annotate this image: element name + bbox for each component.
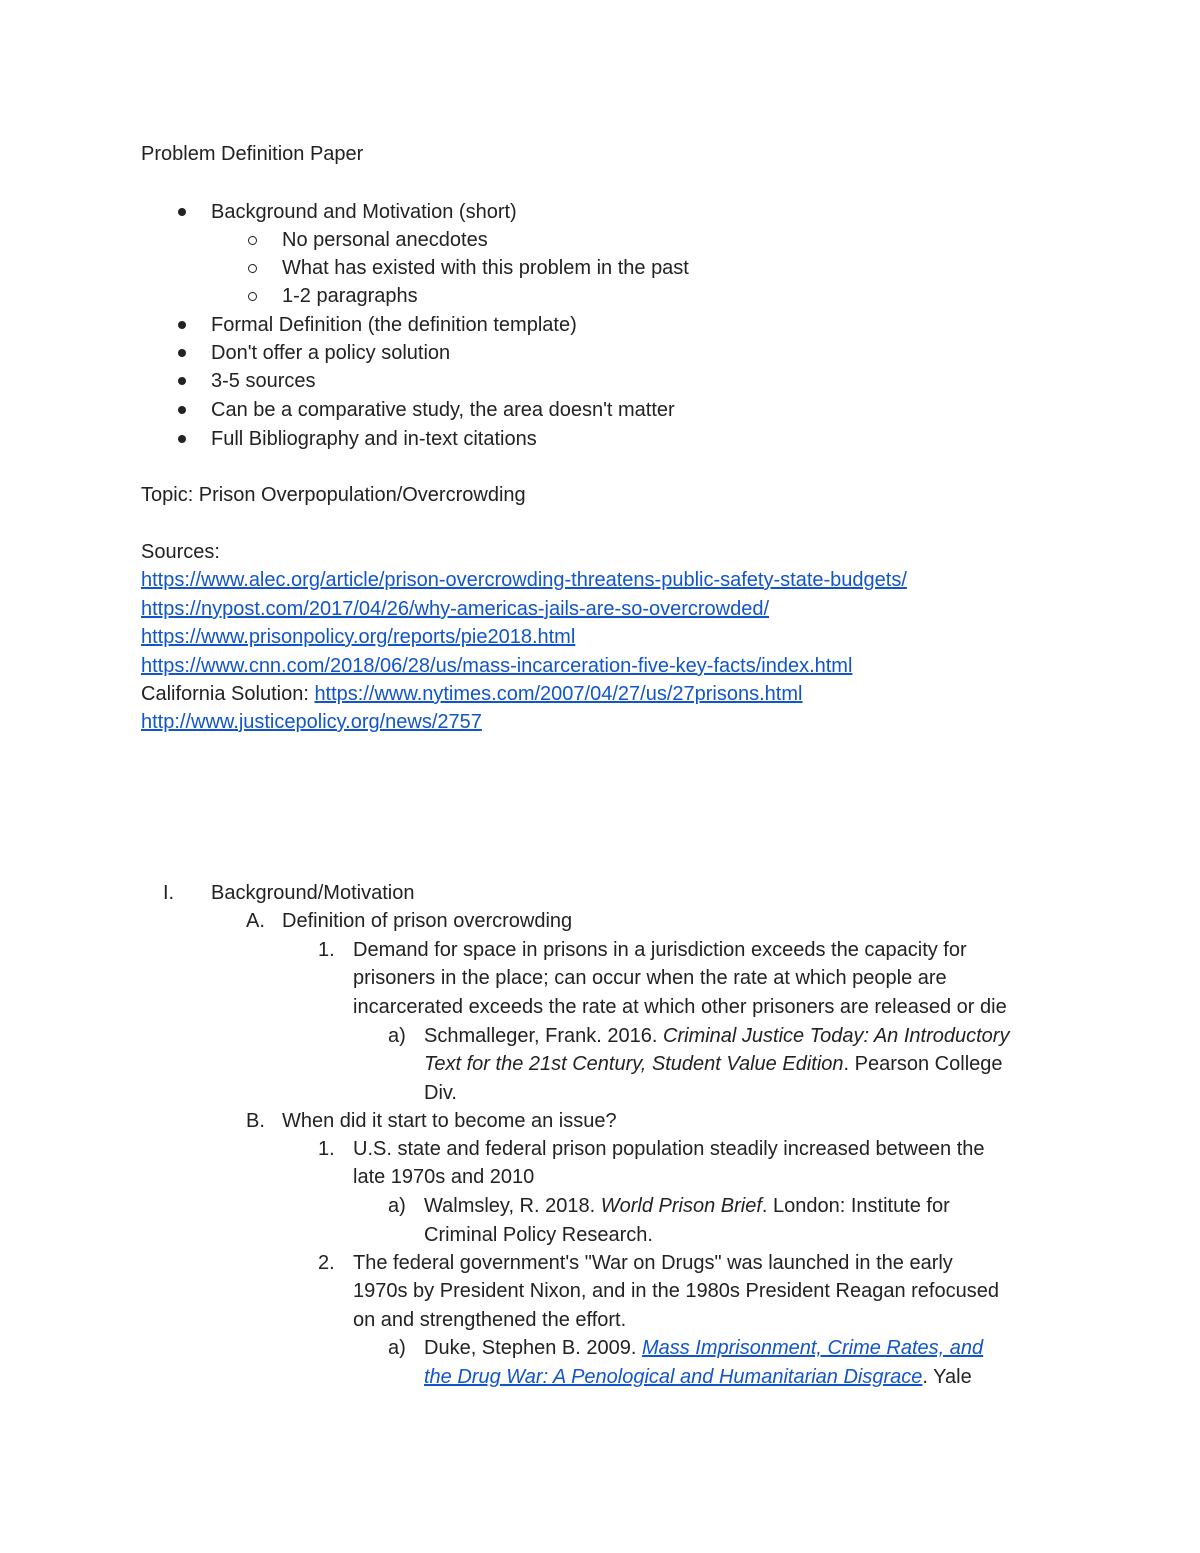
- outline-text: Demand for space in prisons in a jurisdiction exceeds the capacity for: [353, 939, 967, 961]
- citation-text: Div.: [424, 1082, 457, 1104]
- bullet-icon: [178, 321, 186, 329]
- list-item: 1-2 paragraphs: [282, 285, 418, 307]
- outline-marker: 1.: [318, 1138, 335, 1160]
- outline-marker: a): [388, 1025, 406, 1047]
- outline-marker: a): [388, 1195, 406, 1217]
- citation-link-text: Mass Imprisonment, Crime Rates, and: [641, 1337, 984, 1359]
- outline-item: Definition of prison overcrowding: [282, 910, 573, 932]
- list-item: Can be a comparative study, the area doesn't matter: [211, 399, 675, 421]
- citation-text: [424, 1022, 1009, 1050]
- source-link[interactable]: https://www.prisonpolicy.org/reports/pie2018.html: [141, 626, 576, 648]
- list-item: Don't offer a policy solution: [211, 342, 451, 364]
- list-item: What has existed with this problem in the past: [282, 257, 689, 279]
- list-item: Background and Motivation (short): [211, 201, 517, 223]
- outline-marker: a): [388, 1337, 406, 1359]
- citation-author: Schmalleger, Frank. 2016.: [424, 1025, 664, 1047]
- outline-text: on and strengthened the effort.: [353, 1309, 627, 1331]
- citation-title: Text for the 21st Century, Student Value Edition: [424, 1053, 844, 1075]
- citation-publisher: . London: Institute for: [761, 1195, 950, 1217]
- citation-text: [424, 1334, 983, 1362]
- outline-text: 1970s by President Nixon, and in the 1980s President Reagan refocused: [353, 1280, 999, 1302]
- california-solution-label: California Solution:: [141, 683, 315, 705]
- citation-text: [424, 1192, 950, 1220]
- hollow-bullet-icon: [248, 264, 257, 273]
- citation-link-text: the Drug War: A Penological and Humanitarian Disgrace: [424, 1366, 923, 1388]
- list-item: Full Bibliography and in-text citations: [211, 428, 537, 450]
- outline-heading: Background/Motivation: [211, 882, 415, 904]
- outline-marker: I.: [163, 882, 175, 904]
- bullet-icon: [178, 349, 186, 357]
- hollow-bullet-icon: [248, 236, 257, 245]
- document-title: Problem Definition Paper: [141, 143, 364, 165]
- outline-marker: B.: [246, 1110, 265, 1132]
- citation-publisher: . Pearson College: [843, 1053, 1003, 1075]
- source-link[interactable]: https://nypost.com/2017/04/26/why-americas-jails-are-so-overcrowded/: [141, 598, 770, 620]
- citation-text: Criminal Policy Research.: [424, 1224, 653, 1246]
- outline-marker: 1.: [318, 939, 335, 961]
- citation-text: [424, 1050, 1003, 1078]
- citation-link[interactable]: [424, 1366, 922, 1388]
- source-link[interactable]: https://www.nytimes.com/2007/04/27/us/27prisons.html: [314, 683, 803, 705]
- outline-item: When did it start to become an issue?: [282, 1110, 617, 1132]
- bullet-icon: [178, 406, 186, 414]
- outline-text: prisoners in the place; can occur when the rate at which people are: [353, 967, 947, 989]
- list-item: 3-5 sources: [211, 370, 316, 392]
- california-solution-line: [141, 680, 802, 708]
- hollow-bullet-icon: [248, 292, 257, 301]
- outline-text: The federal government's "War on Drugs" was launched in the early: [353, 1252, 953, 1274]
- topic-line: Topic: Prison Overpopulation/Overcrowding: [141, 484, 526, 506]
- list-item: Formal Definition (the definition template): [211, 314, 577, 336]
- citation-text: [424, 1363, 972, 1391]
- citation-title: World Prison Brief: [600, 1195, 762, 1217]
- citation-title: Criminal Justice Today: An Introductory: [663, 1025, 1010, 1047]
- outline-text: U.S. state and federal prison population steadily increased between the: [353, 1138, 985, 1160]
- source-link[interactable]: https://www.cnn.com/2018/06/28/us/mass-incarceration-five-key-facts/index.html: [141, 655, 853, 677]
- list-item: No personal anecdotes: [282, 229, 488, 251]
- outline-marker: A.: [246, 910, 265, 932]
- sources-label: Sources:: [141, 541, 220, 563]
- bullet-icon: [178, 377, 186, 385]
- citation-author: Walmsley, R. 2018.: [424, 1195, 601, 1217]
- citation-link[interactable]: [642, 1337, 983, 1359]
- bullet-icon: [178, 435, 186, 443]
- outline-text: late 1970s and 2010: [353, 1166, 535, 1188]
- outline-marker: 2.: [318, 1252, 335, 1274]
- source-link[interactable]: http://www.justicepolicy.org/news/2757: [141, 711, 482, 733]
- bullet-icon: [178, 208, 186, 216]
- citation-author: Duke, Stephen B. 2009.: [424, 1337, 642, 1359]
- outline-text: incarcerated exceeds the rate at which other prisoners are released or die: [353, 996, 1007, 1018]
- citation-publisher: . Yale: [922, 1366, 972, 1388]
- source-link[interactable]: https://www.alec.org/article/prison-overcrowding-threatens-public-safety-state-budgets/: [141, 569, 907, 591]
